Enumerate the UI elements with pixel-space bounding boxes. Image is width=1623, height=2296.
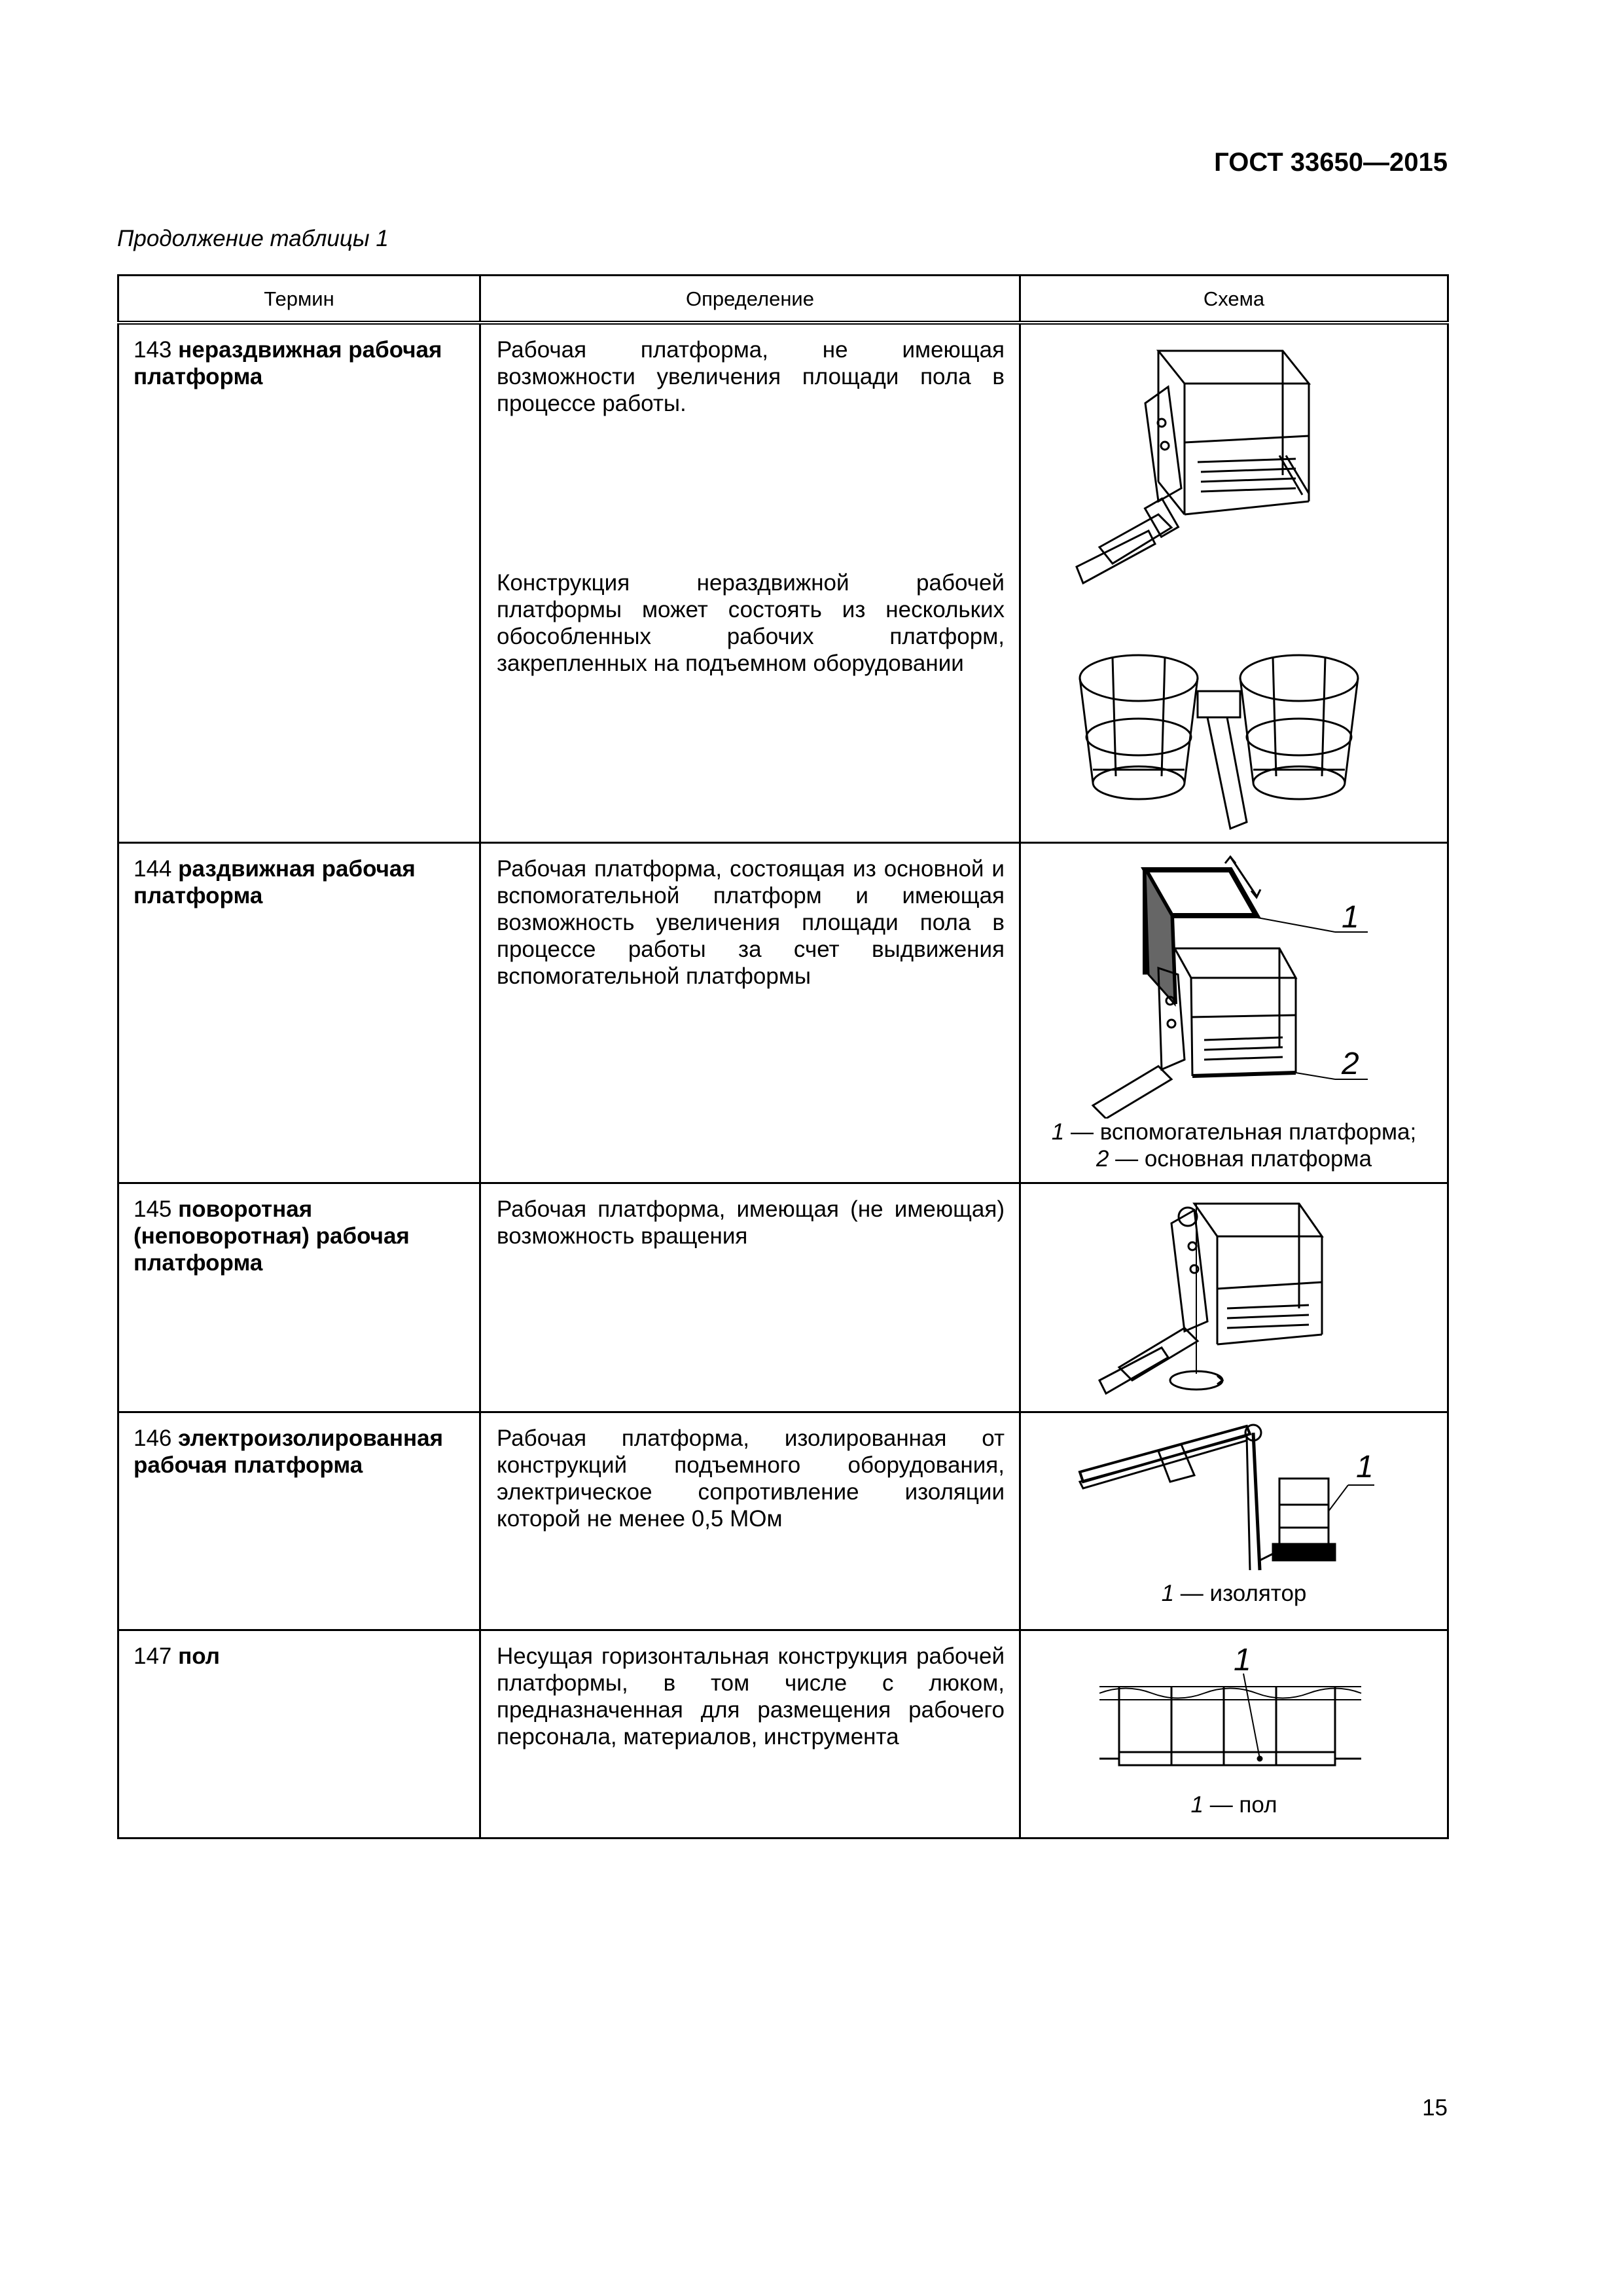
term-name: нераздвижная рабочая платформа xyxy=(134,337,442,389)
definition-note: Конструкция нераздвижной рабочей платформы может состоять из нескольких обособленных рабочих платформ, закрепленных на подъемном оборудовании xyxy=(497,570,1005,676)
page-number: 15 xyxy=(1422,2095,1448,2121)
insulated-platform-diagram xyxy=(1021,1413,1449,1580)
term-cell xyxy=(118,843,480,1183)
scheme-caption xyxy=(1021,1791,1447,1818)
definition-text: Рабочая платформа, не имеющая возможности увеличения площади пола в процессе работы. xyxy=(497,337,1005,416)
column-header-definition: Определение xyxy=(480,276,1020,323)
caption-number: 1 xyxy=(1051,1119,1065,1145)
term-name: раздвижная рабочая платформа xyxy=(134,856,416,908)
platform-diagram xyxy=(1021,325,1449,842)
term-cell xyxy=(118,323,480,843)
callout-label: 1 xyxy=(1342,900,1359,935)
terms-table xyxy=(117,274,1449,1839)
table-header-row xyxy=(118,276,1448,323)
scheme-cell xyxy=(1020,1412,1448,1630)
scheme-cell xyxy=(1020,323,1448,843)
term-number: 145 xyxy=(134,1196,172,1222)
table-row xyxy=(118,1630,1448,1839)
term-number: 146 xyxy=(134,1426,172,1451)
scheme-cell xyxy=(1020,1630,1448,1839)
floor-diagram xyxy=(1021,1631,1449,1791)
table-row xyxy=(118,1412,1448,1630)
caption-text: — вспомогательная платформа; xyxy=(1064,1119,1417,1145)
callout-label: 1 xyxy=(1234,1643,1251,1677)
scheme-cell xyxy=(1020,1183,1448,1412)
callout-label: 2 xyxy=(1342,1047,1359,1081)
scheme-cell xyxy=(1020,843,1448,1183)
term-cell xyxy=(118,1183,480,1412)
definition-text: Несущая горизонтальная конструкция рабочей платформы, в том числе с люком, предназначенная для размещения рабочего персонала, материалов, инструмента xyxy=(497,1643,1005,1749)
term-name: электроизолированная рабочая платформа xyxy=(134,1426,443,1478)
caption-number: 2 xyxy=(1096,1146,1109,1172)
caption-text: — изолятор xyxy=(1174,1581,1307,1606)
caption-number: 1 xyxy=(1161,1581,1175,1606)
rotating-platform-diagram xyxy=(1021,1184,1449,1410)
term-number: 147 xyxy=(134,1643,172,1669)
term-cell xyxy=(118,1412,480,1630)
term-name: пол xyxy=(178,1643,221,1669)
table-continuation-label: Продолжение таблицы 1 xyxy=(117,226,389,251)
extendable-platform-diagram xyxy=(1021,844,1449,1119)
definition-cell xyxy=(480,1630,1020,1839)
standard-number: ГОСТ 33650—2015 xyxy=(1214,148,1448,177)
definition-text: Рабочая платформа, имеющая (не имеющая) возможность вращения xyxy=(497,1196,1005,1249)
definition-text: Рабочая платформа, изолированная от конструкций подъемного оборудования, электрическое сопротивление изоляции которой не менее 0,5 МОм xyxy=(497,1426,1005,1532)
callout-label: 1 xyxy=(1356,1450,1374,1484)
table-row xyxy=(118,1183,1448,1412)
term-name: поворотная (неповоротная) рабочая платформа xyxy=(134,1196,410,1276)
definition-text: Рабочая платформа, состоящая из основной и вспомогательной платформ и имеющая возможность увеличения площади пола в процессе работы за счет выдвижения вспомогательной платформы xyxy=(497,856,1005,989)
definition-cell xyxy=(480,1412,1020,1630)
column-header-scheme: Схема xyxy=(1020,276,1448,323)
term-number: 144 xyxy=(134,856,172,882)
table-row xyxy=(118,843,1448,1183)
term-cell xyxy=(118,1630,480,1839)
definition-cell xyxy=(480,1183,1020,1412)
caption-text: — основная платформа xyxy=(1109,1146,1372,1172)
scheme-caption xyxy=(1021,1580,1447,1607)
term-number: 143 xyxy=(134,337,172,363)
table-row xyxy=(118,323,1448,843)
caption-number: 1 xyxy=(1190,1792,1204,1818)
definition-cell xyxy=(480,843,1020,1183)
scheme-caption xyxy=(1021,1119,1447,1172)
column-header-term: Термин xyxy=(118,276,480,323)
caption-text: — пол xyxy=(1203,1792,1277,1818)
definition-cell xyxy=(480,323,1020,843)
